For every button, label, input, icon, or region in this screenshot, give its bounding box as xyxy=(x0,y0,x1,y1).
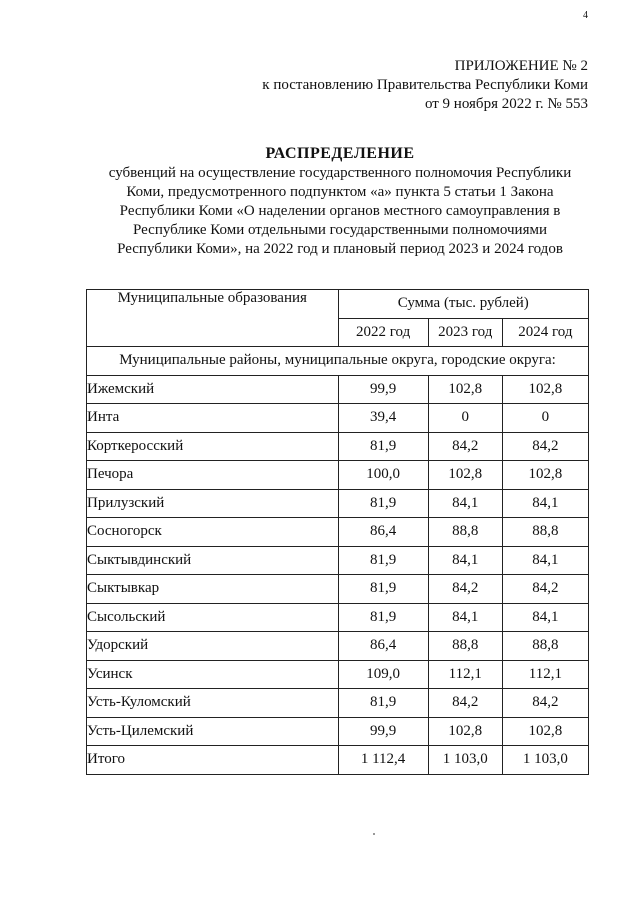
column-header-year-2022: 2022 год xyxy=(338,318,428,347)
value-2024-cell: 84,2 xyxy=(502,575,588,604)
column-header-municipalities: Муниципальные образования xyxy=(87,290,339,347)
table-row xyxy=(87,518,589,547)
column-header-year-2024: 2024 год xyxy=(502,318,588,347)
total-row xyxy=(87,746,589,775)
value-2023-cell: 1 103,0 xyxy=(428,746,502,775)
municipality-name-cell: Сосногорск xyxy=(87,518,339,547)
appendix-line-1: ПРИЛОЖЕНИЕ № 2 xyxy=(454,58,588,74)
document-title: РАСПРЕДЕЛЕНИЕ xyxy=(265,145,415,162)
table-row xyxy=(87,660,589,689)
column-header-sum: Сумма (тыс. рублей) xyxy=(338,290,589,319)
value-2023-cell: 84,2 xyxy=(428,689,502,718)
value-2023-cell: 112,1 xyxy=(428,660,502,689)
value-2022-cell: 81,9 xyxy=(338,575,428,604)
table-row xyxy=(87,603,589,632)
value-2024-cell: 84,1 xyxy=(502,546,588,575)
column-header-year-2023: 2023 год xyxy=(428,318,502,347)
value-2023-cell: 84,1 xyxy=(428,489,502,518)
value-2022-cell: 1 112,4 xyxy=(338,746,428,775)
value-2022-cell: 81,9 xyxy=(338,689,428,718)
municipality-name-cell: Ижемский xyxy=(87,375,339,404)
table-row xyxy=(87,546,589,575)
table-row xyxy=(87,375,589,404)
municipality-name-cell: Усинск xyxy=(87,660,339,689)
municipality-name-cell: Печора xyxy=(87,461,339,490)
municipality-name-cell: Удорский xyxy=(87,632,339,661)
value-2022-cell: 100,0 xyxy=(338,461,428,490)
value-2022-cell: 86,4 xyxy=(338,518,428,547)
value-2023-cell: 84,1 xyxy=(428,603,502,632)
table-row xyxy=(87,717,589,746)
value-2023-cell: 88,8 xyxy=(428,632,502,661)
table-row xyxy=(87,575,589,604)
page-number: 4 xyxy=(583,10,588,21)
table-body xyxy=(87,347,589,775)
value-2024-cell: 88,8 xyxy=(502,632,588,661)
value-2022-cell: 99,9 xyxy=(338,717,428,746)
document-subtitle: субвенций на осуществление государственного полномочия Республики Коми, предусмотренного подпунктом «а» пункта 5 статьи 1 Закона Республики Коми «О наделении органов местного самоуправления в Республике Коми отдельными государственными полномочиями Республики Коми», на 2022 год и плановый период 2023 и 2024 годов xyxy=(108,165,572,257)
municipality-name-cell: Инта xyxy=(87,404,339,433)
value-2023-cell: 102,8 xyxy=(428,461,502,490)
value-2024-cell: 88,8 xyxy=(502,518,588,547)
value-2024-cell: 84,1 xyxy=(502,603,588,632)
value-2022-cell: 39,4 xyxy=(338,404,428,433)
value-2024-cell: 84,1 xyxy=(502,489,588,518)
table-row xyxy=(87,689,589,718)
municipality-name-cell: Усть-Цилемский xyxy=(87,717,339,746)
value-2024-cell: 1 103,0 xyxy=(502,746,588,775)
municipality-name-cell: Сыктывкар xyxy=(87,575,339,604)
value-2023-cell: 102,8 xyxy=(428,375,502,404)
value-2024-cell: 102,8 xyxy=(502,461,588,490)
municipality-name-cell: Усть-Куломский xyxy=(87,689,339,718)
value-2023-cell: 88,8 xyxy=(428,518,502,547)
value-2024-cell: 0 xyxy=(502,404,588,433)
table-row xyxy=(87,432,589,461)
section-row xyxy=(87,347,589,376)
value-2022-cell: 81,9 xyxy=(338,546,428,575)
section-header: Муниципальные районы, муниципальные округа, городские округа: xyxy=(87,347,589,376)
value-2024-cell: 102,8 xyxy=(502,375,588,404)
table-row xyxy=(87,632,589,661)
table-row xyxy=(87,461,589,490)
table-header-row xyxy=(87,290,589,319)
value-2022-cell: 81,9 xyxy=(338,432,428,461)
value-2022-cell: 109,0 xyxy=(338,660,428,689)
table-row xyxy=(87,404,589,433)
value-2024-cell: 84,2 xyxy=(502,432,588,461)
appendix-line-2: к постановлению Правительства Республики Коми xyxy=(262,77,588,93)
appendix-line-3: от 9 ноября 2022 г. № 553 xyxy=(424,96,588,112)
subsidy-table xyxy=(86,289,589,775)
municipality-name-cell: Сыктывдинский xyxy=(87,546,339,575)
table-row xyxy=(87,489,589,518)
municipality-name-cell: Сысольский xyxy=(87,603,339,632)
appendix-block xyxy=(262,57,588,114)
value-2023-cell: 84,2 xyxy=(428,432,502,461)
municipality-name-cell: Корткеросский xyxy=(87,432,339,461)
value-2022-cell: 81,9 xyxy=(338,603,428,632)
municipality-name-cell: Итого xyxy=(87,746,339,775)
municipality-name-cell: Прилузский xyxy=(87,489,339,518)
value-2023-cell: 0 xyxy=(428,404,502,433)
value-2023-cell: 84,2 xyxy=(428,575,502,604)
value-2024-cell: 112,1 xyxy=(502,660,588,689)
value-2024-cell: 84,2 xyxy=(502,689,588,718)
value-2022-cell: 99,9 xyxy=(338,375,428,404)
scan-speck xyxy=(373,833,375,835)
value-2022-cell: 86,4 xyxy=(338,632,428,661)
value-2022-cell: 81,9 xyxy=(338,489,428,518)
value-2023-cell: 84,1 xyxy=(428,546,502,575)
value-2024-cell: 102,8 xyxy=(502,717,588,746)
value-2023-cell: 102,8 xyxy=(428,717,502,746)
